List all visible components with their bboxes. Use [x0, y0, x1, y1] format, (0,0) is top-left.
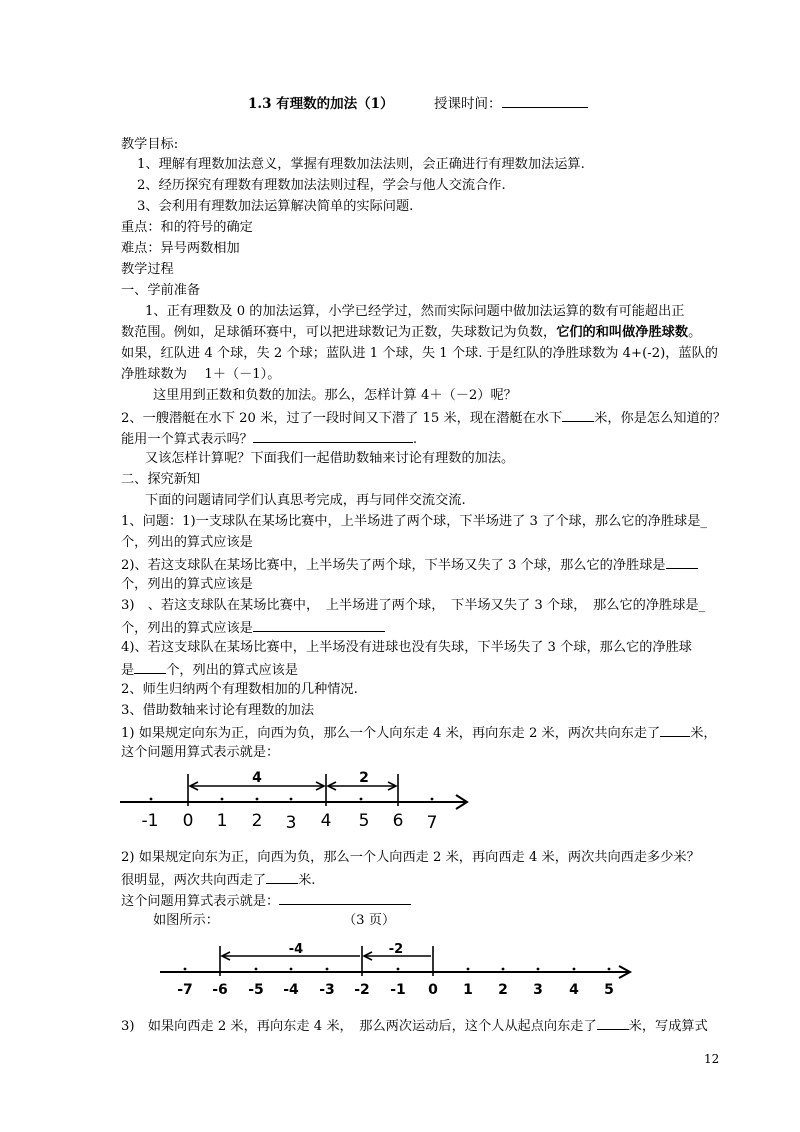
question-text: 米.	[298, 873, 316, 888]
segment-label: 2	[359, 770, 369, 786]
objective-3: 3、会利用有理数加法运算解决简单的实际问题.	[137, 199, 414, 214]
page-title: 1.3 有理数的加法（1）	[248, 96, 394, 112]
tick-label: -1	[390, 982, 406, 998]
tick-dot	[431, 798, 434, 801]
question-text: 米，写成算式	[628, 1019, 708, 1034]
question-text: 米，	[690, 726, 717, 741]
example-3-line	[121, 1017, 708, 1035]
class-time-blank	[502, 95, 588, 108]
tick-dot	[184, 968, 187, 971]
tick-dot	[290, 798, 293, 801]
process-heading: 教学过程	[121, 262, 174, 277]
question-text: 3) 如果向西走 2 米，再向东走 4 米， 那么两次运动后，这个人从起点向东走了	[121, 1019, 597, 1034]
question-2-line	[121, 556, 698, 574]
page-reference: （3 页）	[343, 913, 396, 928]
class-time-label: 授课时间：	[434, 96, 502, 112]
transition-text: 又该怎样计算呢？下面我们一起借助数轴来讨论有理数的加法。	[145, 451, 515, 466]
figure-label: 如图所示：	[153, 913, 219, 928]
tick-label: -2	[354, 982, 370, 998]
answer-blank	[279, 892, 411, 905]
question-text: 2、一艘潜艇在水下 20 米，过了一段时间又下潜了 15 米，现在潜艇在水下	[121, 411, 563, 426]
tick-label: 1	[216, 811, 228, 831]
segment-label: -4	[288, 942, 304, 957]
tick-label: 6	[392, 811, 404, 831]
answer-blank	[562, 409, 594, 422]
question-3-line: 3) 、若这支球队在某场比赛中， 上半场进了两个球， 下半场又失了 3 个球， 那么它的净胜球是_	[121, 598, 706, 613]
answer-blank	[666, 556, 698, 569]
tick-dot	[467, 968, 470, 971]
answer-blank	[266, 871, 298, 884]
tick-dot	[502, 968, 505, 971]
answer-blank	[134, 661, 166, 674]
tick-dot	[255, 968, 258, 971]
question-text: 1) 如果规定向东为正，向西为负，那么一个人向东走 4 米，再向东走 2 米，两次共向东走了	[121, 726, 661, 741]
example-1-line	[121, 724, 717, 742]
bold-definition: 它们的和叫做净胜球数	[556, 325, 689, 340]
tick-label: -4	[283, 982, 299, 998]
tick-dot	[537, 968, 540, 971]
answer-blank	[597, 1017, 629, 1030]
tick-label: 3	[533, 982, 543, 998]
tick-dot	[150, 798, 153, 801]
prep-paragraph-line	[121, 325, 701, 341]
question-text: 2)、若这支球队在某场比赛中，上半场失了两个球，下半场又失了 3 个球，那么它的净胜球是	[121, 558, 666, 573]
prep-paragraph-line: 1、正有理数及 0 的加法运算，小学已经学过，然而实际问题中做加法运算的数有可能超出正	[145, 304, 685, 319]
prep-paragraph-line: 如果，红队进 4 个球，失 2 个球；蓝队进 1 个球，失 1 个球. 于是红队的净胜球数为 4+(-2)，蓝队的	[121, 346, 718, 361]
tick-label: -6	[212, 982, 228, 998]
tick-label: 4	[320, 811, 332, 831]
question-text: 个，列出的算式应该是	[121, 621, 253, 636]
objective-1: 1、理解有理数加法意义，掌握有理数加法法则，会正确进行有理数加法运算.	[137, 157, 585, 172]
question-2-line: 个，列出的算式应该是	[121, 577, 253, 592]
question-text: 能用一个算式表示吗？	[121, 432, 253, 447]
tick-dot	[360, 798, 363, 801]
objective-2: 2、经历探究有理数有理数加法法则过程，学会与他人交流合作.	[137, 178, 506, 193]
tick-dot	[573, 968, 576, 971]
prep-text: 数范围。例如，足球循环赛中，可以把进球数记为正数，失球数记为负数，	[121, 325, 557, 340]
section2-heading: 二、探究新知	[121, 472, 201, 487]
question-4-line: 4)、若这支球队在某场比赛中，上半场没有进球也没有失球，下半场失了 3 个球，那么它的净胜球	[121, 640, 692, 655]
example-2-line	[121, 871, 315, 889]
section1-heading: 一、学前准备	[121, 283, 201, 298]
prep-paragraph-line: 净胜球数为 1＋（－1）。	[121, 367, 281, 382]
question-4-line	[121, 661, 298, 679]
subsection-3-heading: 3、借助数轴来讨论有理数的加法	[121, 703, 315, 718]
question-text: .	[412, 432, 418, 447]
tick-label: 2	[498, 982, 508, 998]
difficulty: 难点：异号两数相加	[121, 241, 240, 256]
question-1-line: 个，列出的算式应该是	[121, 535, 253, 550]
key-point: 重点：和的符号的确定	[121, 220, 253, 235]
tick-label: 4	[569, 982, 579, 998]
tick-dot	[608, 968, 611, 971]
summary-line: 2、师生归纳两个有理数相加的几种情况.	[121, 682, 358, 697]
page-number: 12	[704, 1052, 720, 1066]
example-2-line: 2) 如果规定向东为正，向西为负，那么一个人向西走 2 米，再向西走 4 米，两次共向西走多少米？	[121, 850, 700, 865]
section2-intro: 下面的问题请同学们认真思考完成，再与同伴交流交流.	[145, 493, 466, 508]
tick-label: 5	[604, 982, 614, 998]
answer-blank	[253, 430, 413, 443]
question-1-line: 1、问题：1)一支球队在某场比赛中，上半场进了两个球，下半场进了 3 了个球，那么它的净胜球是_	[121, 514, 707, 529]
tick-label: 1	[463, 982, 473, 998]
submarine-question-line	[121, 409, 726, 427]
prep-text: 。	[688, 325, 702, 340]
question-text: 很明显，两次共向西走了	[121, 873, 267, 888]
tick-dot	[290, 968, 293, 971]
question-text: 米，你是怎么知道的？	[594, 411, 727, 426]
class-time	[434, 92, 588, 112]
tick-label: -1	[141, 811, 159, 831]
tick-label: 0	[428, 982, 438, 998]
tick-dot	[256, 798, 259, 801]
question-text: 是	[121, 663, 135, 678]
question-text: 这个问题用算式表示就是：	[121, 894, 280, 909]
tick-label: -3	[319, 982, 335, 998]
number-line-2	[150, 936, 640, 1002]
tick-label: 7	[426, 813, 438, 833]
answer-blank	[253, 619, 385, 632]
segment-label: -2	[388, 942, 404, 957]
number-line-1	[110, 762, 490, 834]
tick-label: 5	[358, 811, 370, 831]
question-text: 个，列出的算式应该是	[166, 663, 299, 678]
objectives-heading: 教学目标:	[121, 137, 179, 152]
prep-paragraph-line: 这里用到正数和负数的加法。那么，怎样计算 4＋（－2）呢？	[153, 388, 517, 403]
tick-label: 3	[285, 813, 297, 833]
tick-label: 2	[251, 811, 263, 831]
submarine-question-line	[121, 430, 417, 448]
segment-label: 4	[252, 770, 262, 786]
tick-label: -5	[248, 982, 264, 998]
tick-dot	[326, 968, 329, 971]
example-1-line: 这个问题用算式表示就是：	[121, 745, 280, 760]
answer-blank	[660, 724, 690, 737]
tick-label: 0	[182, 811, 194, 831]
tick-dot	[397, 968, 400, 971]
tick-dot	[221, 798, 224, 801]
tick-label: -7	[177, 982, 193, 998]
example-2-line	[121, 892, 411, 910]
question-3-line	[121, 619, 385, 637]
